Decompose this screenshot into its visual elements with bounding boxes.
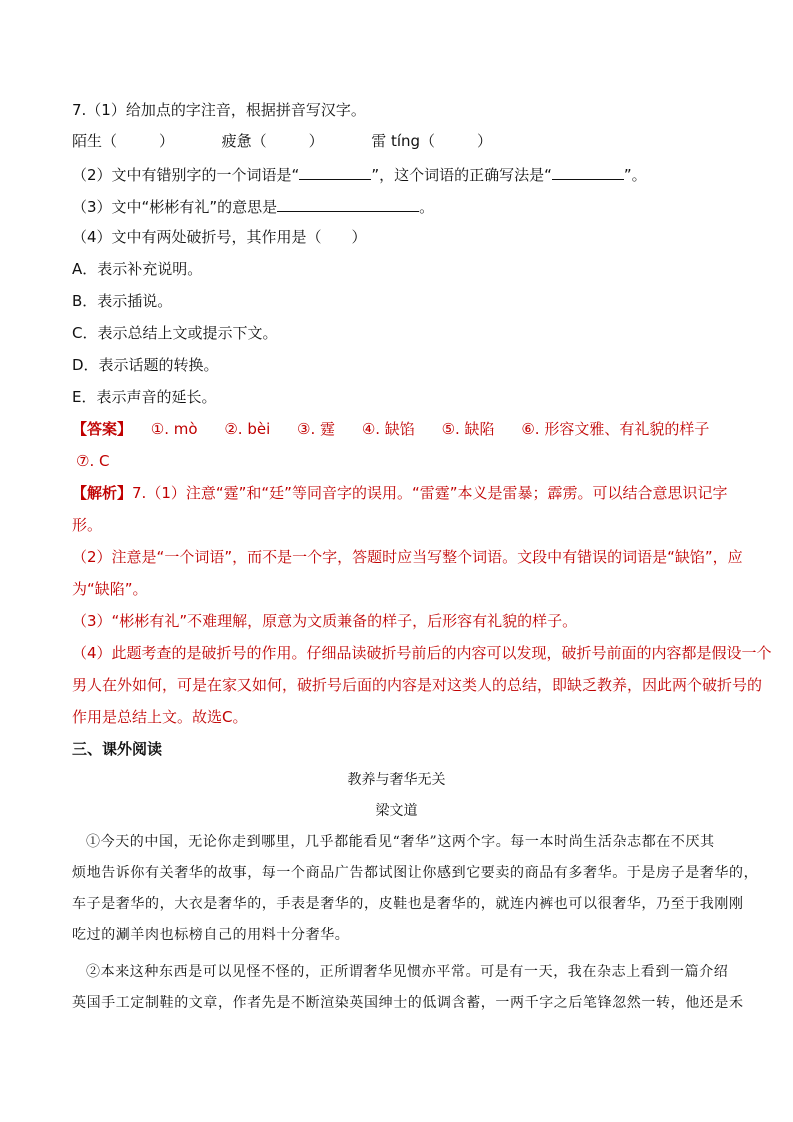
answer-item: ⑤. 缺陷 [441,420,495,438]
option-e: E．表示声音的延长。 [72,388,217,406]
answer-item: ③. 霆 [297,420,336,438]
word2: 疲惫（ [221,132,267,150]
analysis-line-1: 【解析】7.（1）注意“霆”和“廷”等同音字的误用。“雷霆”本义是雷暴；霹雳。可以结合意思识记字 [72,484,728,502]
word3: 雷 tíng（ [371,132,436,150]
analysis-line: （4）此题考查的是破折号的作用。仔细品读破折号前后的内容可以发现，破折号前面的内容都是假设一个 [72,644,772,662]
option-b: B．表示插说。 [72,292,173,310]
essay-para2-line: ②本来这种东西是可以见怪不怪的，正所谓奢华见惯亦平常。可是有一天，我在杂志上看到一篇介绍 [86,964,729,980]
analysis-line: 为“缺陷”。 [72,580,148,598]
option-c: C．表示总结上文或提示下文。 [72,324,278,342]
analysis-line: （2）注意是“一个词语”，而不是一个字，答题时应当写整个词语。文段中有错误的词语是“缺馅”，应 [72,548,743,566]
blank-correct-word[interactable] [552,163,624,180]
analysis-line: 男人在外如何，可是在家又如何，破折号后面的内容是对这类人的总结，即缺乏教养，因此两个破折号的 [72,676,763,694]
essay-para2-line: 英国手工定制鞋的文章，作者先是不断渲染英国绅士的低调含蓄，一两千字之后笔锋忽然一转，他还是禾 [72,995,744,1011]
answer-item-7: ⑦. C [76,452,110,470]
blank-wrong-word[interactable] [299,163,371,180]
q7-part4: （4）文中有两处破折号，其作用是（ ） [72,228,367,246]
answer-label: 【答案】 [72,420,133,438]
essay-para1-line: 吃过的涮羊肉也标榜自己的用料十分奢华。 [72,927,350,943]
analysis-line: 形。 [72,516,103,534]
option-d: D．表示话题的转换。 [72,356,219,374]
essay-para1-line: ①今天的中国，无论你走到哪里，几乎都能看见“奢华”这两个字。每一本时尚生活杂志都在不厌其 [86,834,715,850]
essay-author: 梁文道 [375,803,418,819]
answer-row [72,419,709,439]
essay-title: 教养与奢华无关 [347,772,446,788]
essay-para1-line: 烦地告诉你有关奢华的故事，每一个商品广告都试图让你感到它要卖的商品有多奢华。于是房子是奢华的， [72,865,759,881]
analysis-line: 作用是总结上文。故选C。 [72,708,248,726]
q7-part3: （3）文中“彬彬有礼”的意思是 。 [72,195,434,217]
answer-item: ⑥. 形容文雅、有礼貌的样子 [521,420,710,438]
analysis-label: 【解析】 [72,484,133,502]
analysis-line: （3）“彬彬有礼”不难理解，原意为文质兼备的样子，后形容有礼貌的样子。 [72,612,578,630]
q7-part2: （2）文中有错别字的一个词语是“ ”，这个词语的正确写法是“ ”。 [72,163,647,185]
section-heading: 三、课外阅读 [72,740,163,758]
q7-phonetic-row: 陌生（ ） 疲惫（ ） 雷 tíng（ ） [72,132,493,150]
word1: 陌生（ [72,132,118,150]
q7-part1-prompt: 7.（1）给加点的字注音，根据拼音写汉字。 [72,101,366,119]
answer-item: ④. 缺馅 [361,420,415,438]
option-a: A．表示补充说明。 [72,260,203,278]
blank-meaning[interactable] [277,195,419,212]
answer-item: ①. mò [150,420,198,438]
answer-item: ②. bèi [224,420,271,438]
essay-para1-line: 车子是奢华的，大衣是奢华的，手表是奢华的，皮鞋也是奢华的，就连内裤也可以很奢华，乃至于我刚刚 [72,896,744,912]
